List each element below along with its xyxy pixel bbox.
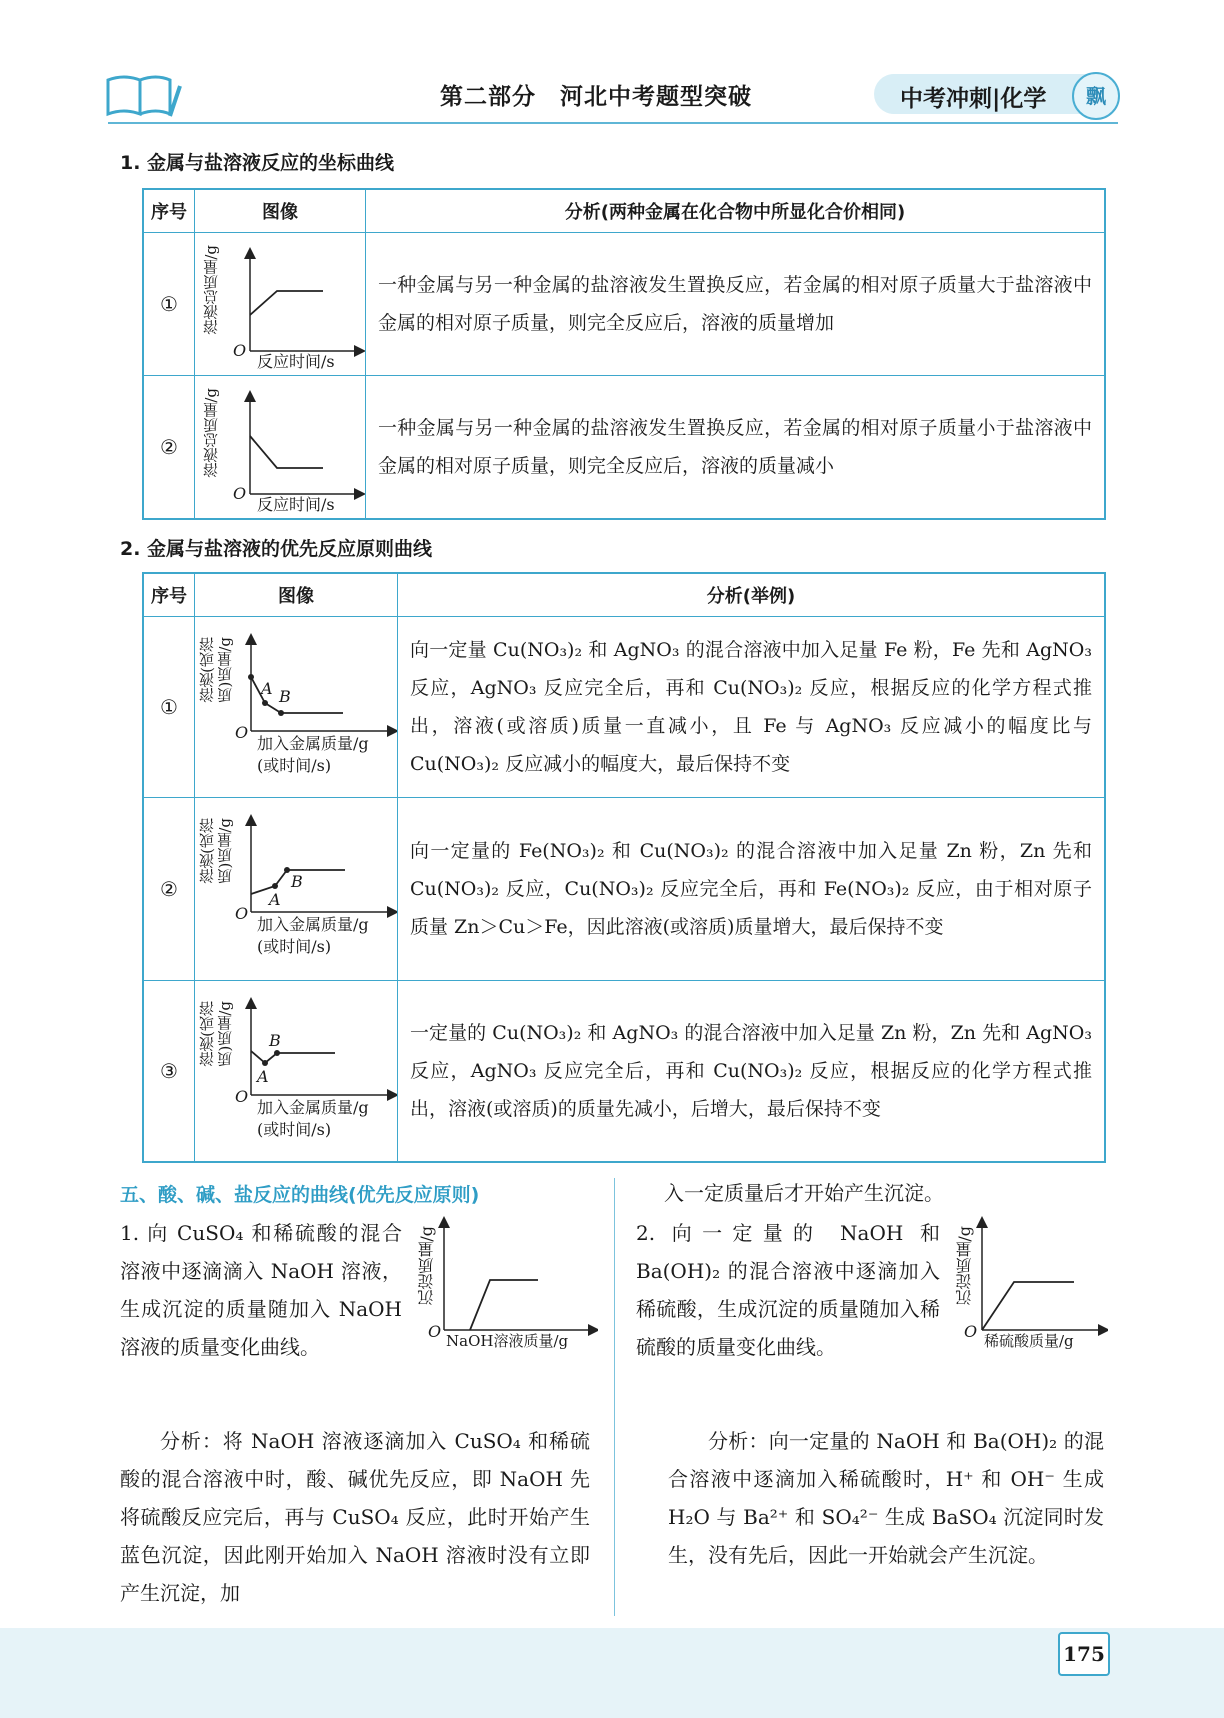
question-1-graph [408, 1212, 598, 1362]
y-axis-label-2: 质)质量/g [216, 818, 234, 884]
point-a-label: A [269, 890, 281, 909]
origin-label: O [235, 904, 249, 923]
point-b-label: B [279, 687, 291, 706]
x-axis-label-1: 加入金属质量/g [257, 734, 369, 753]
y-axis-label-2: 质)质量/g [216, 1001, 234, 1067]
row-graph [195, 617, 398, 798]
y-axis-label-2: 质)质量/g [216, 637, 234, 703]
x-axis-label-2: (或时间/s) [257, 1120, 332, 1139]
origin-label: O [233, 341, 247, 360]
x-axis-label-2: (或时间/s) [257, 756, 332, 775]
row-num: ② [143, 376, 195, 520]
th-img: 图像 [195, 189, 366, 233]
row-graph [195, 798, 398, 981]
section2-heading: 2. 金属与盐溶液的优先反应原则曲线 [120, 538, 433, 560]
question-2-analysis: 分析：向一定量的 NaOH 和 Ba(OH)₂ 的混合溶液中逐滴加入稀硫酸时，H⁺ 和 OH⁻ 生成 H₂O 与 Ba²⁺ 和 SO₄²⁻ 生成 BaSO₄ 沉淀同时发生，没有先后，因此一开始就会产生沉淀。 [668, 1429, 1104, 1567]
section5-heading: 五、酸、碱、盐反应的曲线(优先反应原则) [120, 1184, 480, 1206]
row-graph [195, 981, 398, 1163]
row-analysis: 向一定量的 Fe(NO₃)₂ 和 Cu(NO₃)₂ 的混合溶液中加入足量 Zn 粉，Zn 先和 Cu(NO₃)₂ 反应，Cu(NO₃)₂ 反应完全后，再和 Fe(NO₃)₂ 反应，由于相对原子质量 Zn＞Cu＞Fe，因此溶液(或溶质)质量增大，最后保持不变 [398, 798, 1106, 981]
header-divider [108, 122, 1118, 124]
y-axis-label: 溶液总质量/g [202, 245, 220, 335]
question-1-continuation: 入一定质量后才开始产生沉淀。 [664, 1181, 944, 1205]
x-axis-label: 反应时间/s [257, 352, 335, 371]
y-axis-label: 沉淀质量/g [417, 1226, 436, 1306]
origin-label: O [235, 1087, 249, 1106]
y-axis-label-1: 溶液(或溶 [198, 637, 216, 703]
header-pill-text: 中考冲刺|化学 [900, 86, 1047, 112]
table-row [143, 376, 1105, 520]
header-title: 第二部分 河北中考题型突破 [440, 84, 752, 110]
question-1-analysis: 分析：将 NaOH 溶液逐滴加入 CuSO₄ 和稀硫酸的混合溶液中时，酸、碱优先反应，即 NaOH 先将硫酸反应完后，再与 CuSO₄ 反应，此时开始产生蓝色沉淀，因此刚开始加入 NaOH 溶液时没有立即产生沉淀，加 [120, 1429, 590, 1605]
row-graph [195, 233, 366, 376]
question-1-text: 1. 向 CuSO₄ 和稀硫酸的混合溶液中逐滴滴入 NaOH 溶液，生成沉淀的质量随加入 NaOH 溶液的质量变化曲线。 [120, 1221, 402, 1359]
y-axis-label-1: 溶液(或溶 [198, 1001, 216, 1067]
th-num: 序号 [143, 573, 195, 617]
origin-label: O [964, 1322, 978, 1341]
th-img: 图像 [195, 573, 398, 617]
table-row [143, 233, 1105, 376]
column-divider [614, 1178, 615, 1616]
point-a-label: A [257, 1067, 269, 1086]
row-graph [195, 376, 366, 520]
row-analysis: 一种金属与另一种金属的盐溶液发生置换反应，若金属的相对原子质量大于盐溶液中金属的相对原子质量，则完全反应后，溶液的质量增加 [366, 233, 1106, 376]
row-num: ③ [143, 981, 195, 1163]
page-footer [0, 1628, 1224, 1718]
row-num: ① [143, 617, 195, 798]
y-axis-label-1: 溶液(或溶 [198, 818, 216, 884]
row-num: ② [143, 798, 195, 981]
table-row [143, 798, 1105, 981]
origin-label: O [233, 484, 247, 503]
x-axis-label: 反应时间/s [257, 495, 335, 514]
th-num: 序号 [143, 189, 195, 233]
table-row [143, 617, 1105, 798]
row-analysis: 一种金属与另一种金属的盐溶液发生置换反应，若金属的相对原子质量小于盐溶液中金属的相对原子质量，则完全反应后，溶液的质量减小 [366, 376, 1106, 520]
y-axis-label: 沉淀质量/g [955, 1226, 974, 1306]
section1-table [142, 188, 1106, 520]
brand-badge-icon: 飘 [1072, 72, 1120, 120]
question-2-text: 2. 向一定量的 NaOH 和 Ba(OH)₂ 的混合溶液中逐滴加入稀硫酸，生成沉淀的质量随加入稀硫酸的质量变化曲线。 [636, 1221, 940, 1359]
point-b-label: B [269, 1031, 281, 1050]
row-analysis: 向一定量 Cu(NO₃)₂ 和 AgNO₃ 的混合溶液中加入足量 Fe 粉，Fe 先和 AgNO₃ 反应，AgNO₃ 反应完全后，再和 Cu(NO₃)₂ 反应，根据反应的化学方程式推出，溶液(或溶质)质量一直减小，且 Fe 与 AgNO₃ 反应减小的幅度比与 Cu(NO₃)₂ 反应减小的幅度大，最后保持不变 [398, 617, 1106, 798]
point-a-label: A [261, 679, 273, 698]
x-axis-label-1: 加入金属质量/g [257, 1098, 369, 1117]
x-axis-label: NaOH溶液质量/g [446, 1332, 569, 1350]
section1-heading: 1. 金属与盐溶液反应的坐标曲线 [120, 152, 395, 174]
x-axis-label-1: 加入金属质量/g [257, 915, 369, 934]
th-ana: 分析(举例) [398, 573, 1106, 617]
y-axis-label: 溶液总质量/g [202, 388, 220, 478]
page-number: 175 [1058, 1632, 1110, 1676]
origin-label: O [428, 1322, 442, 1341]
section2-table [142, 572, 1106, 1163]
table-row [143, 981, 1105, 1163]
question-2-graph [948, 1212, 1108, 1362]
th-ana: 分析(两种金属在化合物中所显化合价相同) [366, 189, 1106, 233]
x-axis-label-2: (或时间/s) [257, 937, 332, 956]
row-analysis: 一定量的 Cu(NO₃)₂ 和 AgNO₃ 的混合溶液中加入足量 Zn 粉，Zn 先和 AgNO₃ 反应，AgNO₃ 反应完全后，再和 Cu(NO₃)₂ 反应，根据反应的化学方程式推出，溶液(或溶质)的质量先减小，后增大，最后保持不变 [398, 981, 1106, 1163]
origin-label: O [235, 723, 249, 742]
x-axis-label: 稀硫酸质量/g [984, 1332, 1074, 1350]
point-b-label: B [291, 872, 303, 891]
book-pen-icon [104, 70, 184, 122]
row-num: ① [143, 233, 195, 376]
